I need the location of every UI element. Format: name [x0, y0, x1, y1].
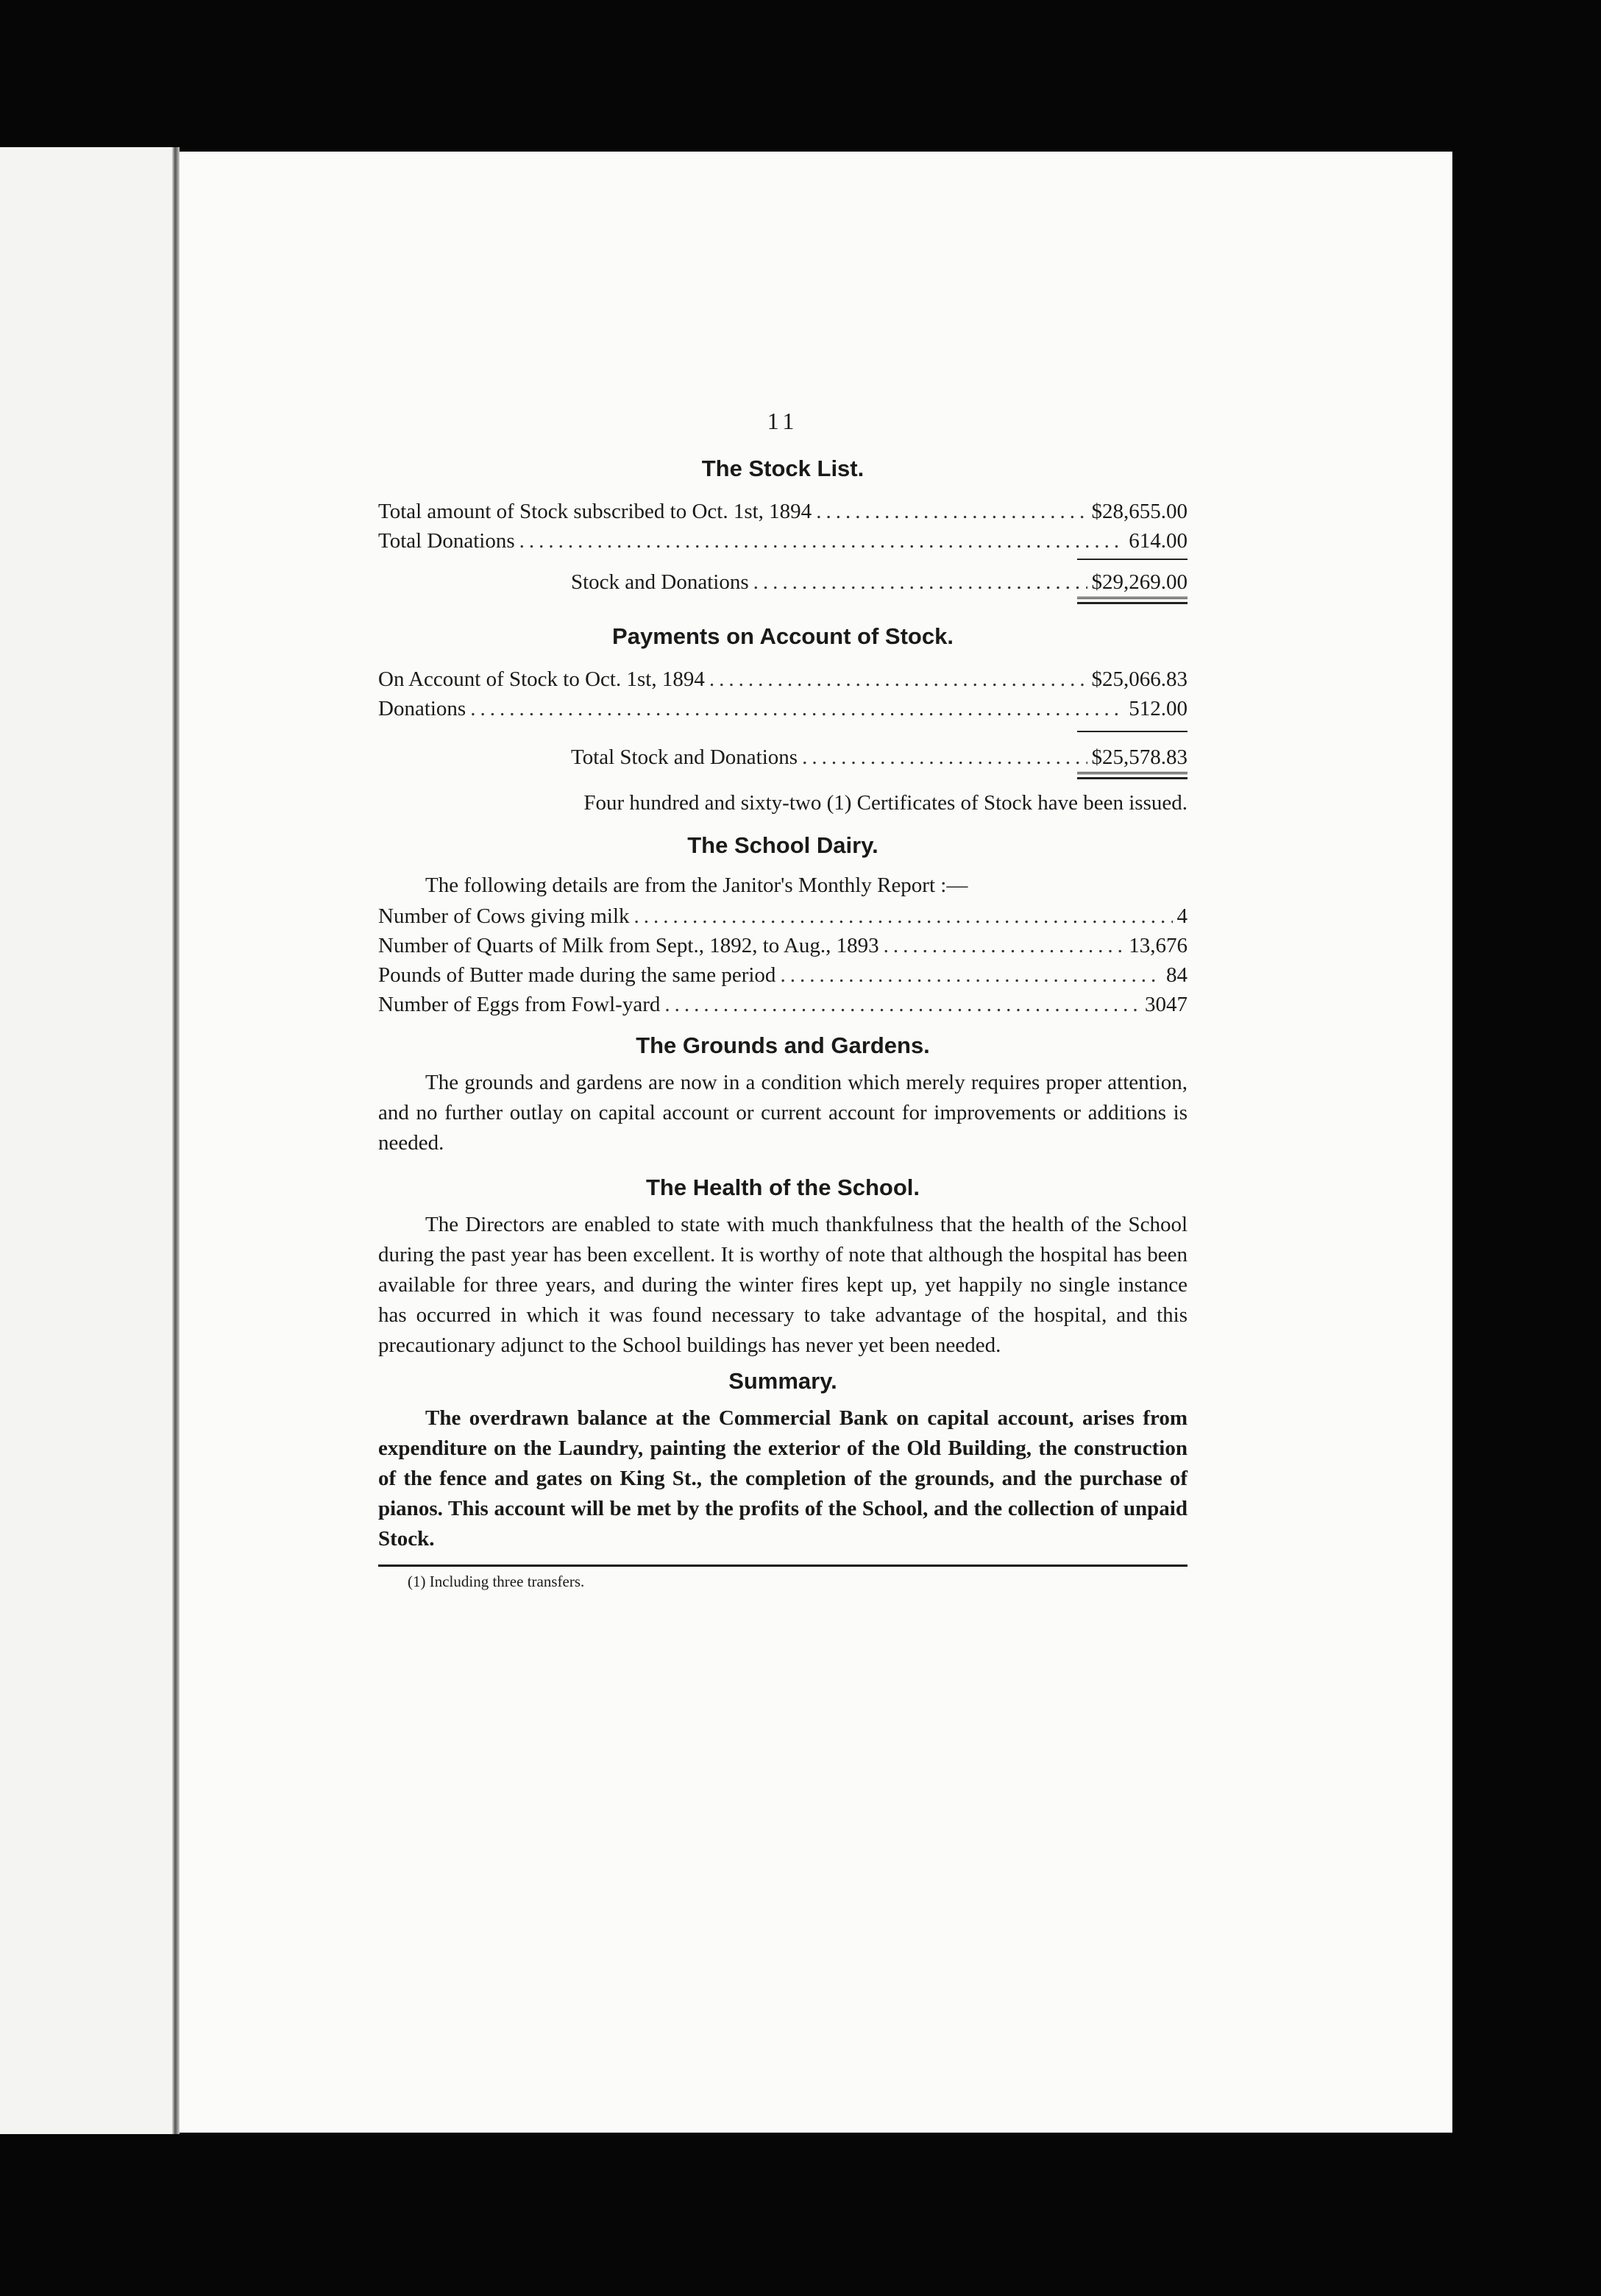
amount: 13,676 — [1129, 934, 1188, 957]
health-paragraph: The Directors are enabled to state with much thankfulness that the health of the School during the past year has been excellent. It is worthy of note that although the hospital has been available for three years, and during the winter fires kept up, yet happily no single instance has occurred in which it was found necessary to take advantage of the hospital, and this precautionary adjunct to the School buildings has never yet been needed. — [378, 1213, 1188, 1357]
amount: $28,655.00 — [1091, 500, 1188, 523]
total-amount: $25,578.83 — [1091, 745, 1188, 769]
health-section — [378, 1174, 1188, 1361]
summary-paragraph: The overdrawn balance at the Commercial Bank on capital account, arises from expenditure on the Laundry, painting the exterior of the Old Building, the construction of the fence and gates on King St., the completion of the grounds, and the purchase of pianos. This account will be met by the profits of the School, and the collection of unpaid Stock. — [378, 1406, 1188, 1551]
stock-list-heading: The Stock List. — [701, 456, 865, 481]
ledger-total-row: Stock and Donations ..... $29,269.00 — [571, 567, 1188, 597]
amount: 614.00 — [1129, 529, 1188, 553]
ledger-row: Total Donations ..... 614.00 — [378, 526, 1188, 556]
ledger-row: Total amount of Stock subscribed to Oct. 1st, 1894 ..... $28,655.00 — [378, 497, 1188, 526]
document-page — [180, 152, 1452, 2133]
grounds-heading: The Grounds and Gardens. — [636, 1032, 930, 1058]
amount: $25,066.83 — [1091, 667, 1188, 691]
dairy-intro: The following details are from the Janitor's Monthly Report :— — [425, 874, 968, 897]
total-amount: $29,269.00 — [1091, 570, 1188, 594]
grounds-paragraph: The grounds and gardens are now in a condition which merely requires proper attention, and no further outlay on capital account or current account for improvements or additions is needed. — [378, 1071, 1188, 1155]
amount: 4 — [1176, 904, 1188, 928]
amount: 84 — [1166, 963, 1188, 987]
footnote: (1) Including three transfers. — [408, 1573, 585, 1590]
ledger-row: Number of Cows giving milk ..... 4 — [378, 901, 1188, 931]
book-binding — [172, 147, 180, 2134]
page-number: 11 — [767, 408, 799, 434]
total-double-rule — [1077, 772, 1188, 779]
certificates-note: Four hundred and sixty-two (1) Certificates of Stock have been issued. — [583, 791, 1188, 815]
ledger-row: Number of Eggs from Fowl-yard ..... 3047 — [378, 990, 1188, 1019]
dairy-heading: The School Dairy. — [687, 832, 878, 858]
summary-heading: Summary. — [728, 1368, 837, 1394]
amount: 3047 — [1145, 993, 1188, 1016]
dairy-section — [378, 832, 1188, 1019]
grounds-section — [378, 1032, 1188, 1158]
sum-rule — [1077, 559, 1188, 560]
facing-page — [0, 147, 174, 2134]
ledger-row: Number of Quarts of Milk from Sept., 1892, to Aug., 1893 ..... 13,676 — [378, 931, 1188, 960]
total-double-rule — [1077, 597, 1188, 604]
amount: 512.00 — [1129, 697, 1188, 720]
summary-section — [378, 1368, 1188, 1554]
ledger-row: Pounds of Butter made during the same period ..... 84 — [378, 960, 1188, 990]
ledger-row: On Account of Stock to Oct. 1st, 1894 ..... $25,066.83 — [378, 665, 1188, 694]
page-content — [378, 408, 1188, 1591]
sum-rule — [1077, 731, 1188, 732]
payments-section — [378, 623, 1188, 818]
stock-list-section — [378, 456, 1188, 604]
ledger-total-row: Total Stock and Donations ..... $25,578.83 — [571, 743, 1188, 772]
health-heading: The Health of the School. — [645, 1174, 920, 1200]
payments-heading: Payments on Account of Stock. — [612, 623, 954, 649]
ledger-row: Donations ..... 512.00 — [378, 694, 1188, 723]
footnote-rule — [378, 1565, 1188, 1567]
